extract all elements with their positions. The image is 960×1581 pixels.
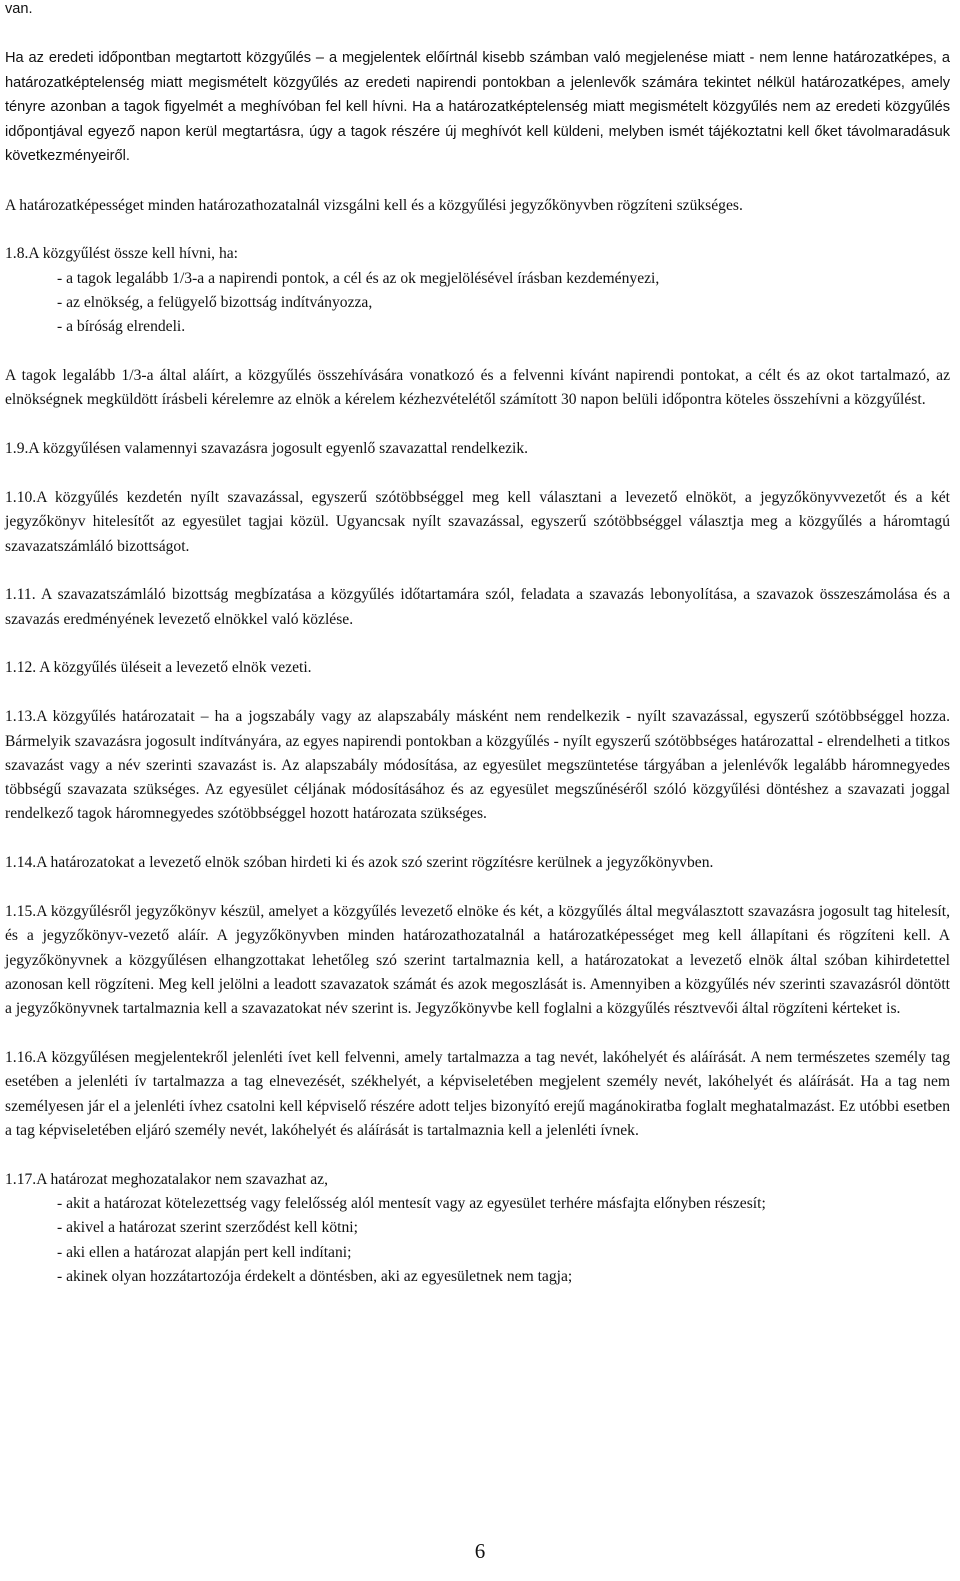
list-item: - aki ellen a határozat alapján pert kell indítani; bbox=[57, 1243, 352, 1261]
list-item: - akivel a határozat szerint szerződést kell kötni; bbox=[57, 1219, 358, 1237]
section-1-15: 1.15.A közgyűlésről jegyzőkönyv készül, amelyet a közgyűlés levezető elnöke és két, a közgyűlés által megválasztott szavazásra jogosult tag hitelesít, és a jegyzőkönyv-vezető aláír. A jegyzőkönyvben minden határozathozatalnál a határozatképességet meg kell állapítani és rögzíteni kell. A jegyzőkönyvnek a közgyűlésen elhangzottakat lehetőleg szó szerint tartalmaznia kell, a határozatokat a levezető elnök által szóban kihirdetettel azonosan kell rögzíteni. Meg kell jelölni a leadott szavazatok számát és azok megoszlását is. Amennyiben a közgyűlés név szerinti szavazásról döntött a jegyzőkönyvnek tartalmaznia kell a szavazatokat név szerint is. Jegyzőkönyvbe kell foglalni a közgyűlés résztvevői által rögzíteni kérteket is. bbox=[5, 903, 950, 1018]
list-item: - a bíróság elrendeli. bbox=[57, 318, 186, 336]
paragraph-quorum-repeat: Ha az eredeti időpontban megtartott közgyűlés – a megjelentek előírtnál kisebb számban való megjelenése miatt - nem lenne határozatképes, a határozatképtelenség miatt megismételt közgyűlés az eredeti napirendi pontokban a jelenlevők számára tekintet nélkül határozatképes, amely tényre azonban a tagok figyelmét a meghívóban fel kell hívni. Ha a határozatképtelenség miatt megismételt közgyűlés nem az eredeti közgyűlés időpontjával egyező napon kerül megtartásra, úgy a tagok részére új meghívót kell küldeni, melyben ismét tájékoztatni kell őket távolmaradásuk következményeiről. bbox=[5, 50, 950, 165]
top-fragment: van. bbox=[5, 1, 33, 17]
section-1-14: 1.14.A határozatokat a levezető elnök szóban hirdeti ki és azok szó szerint rögzítésre kerülnek a jegyzőkönyvben. bbox=[5, 854, 714, 872]
list-item: - akinek olyan hozzátartozója érdekelt a döntésben, aki az egyesületnek nem tagja; bbox=[57, 1267, 573, 1285]
section-1-8 bbox=[5, 242, 950, 339]
section-1-12: 1.12. A közgyűlés üléseit a levezető elnök vezeti. bbox=[5, 659, 312, 677]
section-1-17-heading: 1.17.A határozat meghozatalakor nem szavazhat az, bbox=[5, 1170, 328, 1188]
section-1-10: 1.10.A közgyűlés kezdetén nyílt szavazással, egyszerű szótöbbséggel meg kell választani a levezető elnököt, a jegyzőkönyvvezetőt és a két jegyzőkönyv hitelesítőt az egyesület tagjai közül. Ugyancsak nyílt szavazással, egyszerű szótöbbséggel választja meg a közgyűlés a háromtagú szavazatszámláló bizottságot. bbox=[5, 488, 950, 555]
page-content bbox=[5, 0, 950, 1289]
section-1-17 bbox=[5, 1168, 950, 1289]
section-1-8-heading: 1.8.A közgyűlést össze kell hívni, ha: bbox=[5, 245, 239, 263]
list-item: - a tagok legalább 1/3-a a napirendi pontok, a cél és az ok megjelölésével írásban kezdeményezi, bbox=[57, 269, 660, 287]
list-item: - akit a határozat kötelezettség vagy felelősség alól mentesít vagy az egyesület terhére másfajta előnyben részesít; bbox=[57, 1194, 766, 1212]
list-item: - az elnökség, a felügyelő bizottság indítványozza, bbox=[57, 293, 373, 311]
paragraph-convening-request: A tagok legalább 1/3-a által aláírt, a közgyűlés összehívására vonatkozó és a felvenni kívánt napirendi pontokat, a célt és az okot tartalmazó, az elnökségnek megküldött írásbeli kérelemre az elnök a kérelem kézhezvételétől számított 30 napon belüli időpontra köteles összehívni a közgyűlést. bbox=[5, 367, 950, 409]
section-1-13: 1.13.A közgyűlés határozatait – ha a jogszabály vagy az alapszabály másként nem rendelkezik - nyílt szavazással, egyszerű szótöbbséggel hozza. Bármelyik szavazásra jogosult indítványára, az egyes napirendi pontokban a közgyűlés - nyílt egyszerű szótöbbséges határozattal - elrendelheti a titkos szavazást vagy a név szerinti szavazást is. Az alapszabály módosítása, az egyesület megszüntetése tárgyában a jelenlévők legalább háromnegyedes többségű szavazata szükséges. Az egyesület céljának módosításához és az egyesület megszűnéséről szóló közgyűlési döntéshez a szavazati joggal rendelkező tagok háromnegyedes szótöbbséggel hozott határozata szükséges. bbox=[5, 708, 950, 823]
section-1-11: 1.11. A szavazatszámláló bizottság megbízatása a közgyűlés időtartamára szól, feladata a szavazás lebonyolítása, a szavazok összeszámolása és a szavazás eredményének levezető elnökkel való közlése. bbox=[5, 586, 950, 628]
page-number: 6 bbox=[474, 1539, 486, 1563]
section-1-9: 1.9.A közgyűlésen valamennyi szavazásra jogosult egyenlő szavazattal rendelkezik. bbox=[5, 440, 529, 458]
paragraph-quorum-check: A határozatképességet minden határozathozatalnál vizsgálni kell és a közgyűlési jegyzőkönyvben rögzíteni szükséges. bbox=[5, 196, 743, 214]
section-1-16: 1.16.A közgyűlésen megjelentekről jelenléti ívet kell felvenni, amely tartalmazza a tag nevét, lakóhelyét és aláírását. A nem természetes személy tag esetében a jelenléti ív tartalmazza a tag elnevezését, székhelyét, a képviseletében megjelent személy nevét, lakóhelyét és aláírását. Ha a tag nem személyesen jár el a jelenléti ívhez csatolni kell képviselő részére adott teljes bizonyító erejű magánokiratba foglalt meghatalmazást. Ez utóbbi esetben a tag képviseletében eljáró személy nevét, lakóhelyét és aláírását is tartalmaznia kell a jelenléti ívnek. bbox=[5, 1048, 950, 1139]
